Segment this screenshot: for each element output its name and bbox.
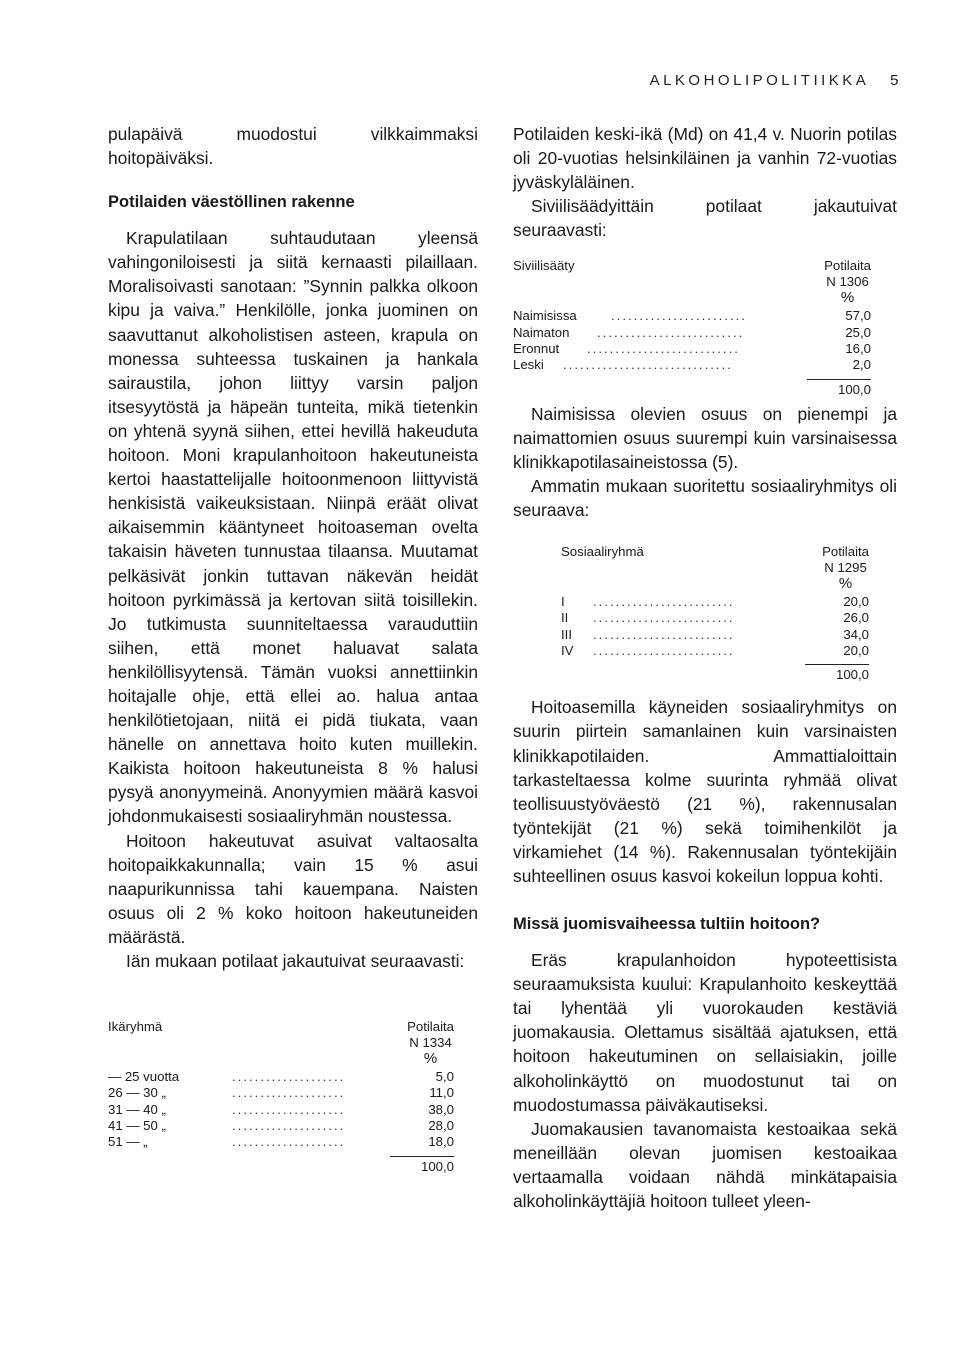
section-heading: Missä juomisvaiheessa tultiin hoitoon? <box>513 915 821 934</box>
row-value: 20,0 <box>843 594 869 610</box>
running-header <box>650 72 902 89</box>
table-row <box>561 643 869 659</box>
paragraph: Siviilisäädyittäin potilaat jakautuivat seuraavasti: <box>513 196 897 241</box>
table-head <box>407 1019 454 1067</box>
row-value: 57,0 <box>845 308 871 324</box>
table-row <box>561 594 869 610</box>
table-row <box>108 1102 454 1118</box>
leader-dots: ......................... <box>593 594 735 610</box>
row-label: Eronnut <box>513 341 560 357</box>
row-value: 2,0 <box>852 357 871 373</box>
table-total-row <box>513 374 871 396</box>
table-head-unit: % <box>840 289 855 307</box>
table-total-row <box>561 659 869 681</box>
row-label: 31 — 40 „ <box>108 1101 166 1117</box>
row-value: 20,0 <box>843 643 869 659</box>
section-heading: Potilaiden väestöllinen rakenne <box>108 193 355 212</box>
table-row <box>513 357 871 373</box>
row-label: II <box>561 610 569 626</box>
row-label: 26 — 30 „ <box>108 1085 166 1101</box>
paragraph: Hoitoon hakeutuvat asuivat valtaosalta hoitopaikkakunnalla; vain 15 % asui naapurikunnissa tahi kauempana. Naisten osuus oli 2 % koko hoitoon hakeutuneiden määrästä. <box>108 830 478 947</box>
row-value: 38,0 <box>428 1101 454 1117</box>
row-value: 28,0 <box>428 1117 454 1133</box>
table-row <box>561 627 869 643</box>
table-head-title: Potilaita <box>407 1019 454 1035</box>
table-head-unit: % <box>838 575 853 593</box>
table-head-n: N 1295 <box>824 560 867 576</box>
table-total: 100,0 <box>807 379 871 398</box>
leader-dots: .................... <box>232 1085 346 1101</box>
row-label: 41 — 50 „ <box>108 1117 166 1133</box>
table-head-unit: % <box>423 1050 438 1068</box>
row-label: Naimisissa <box>513 308 577 324</box>
civil-status-table <box>513 258 871 395</box>
table-row <box>108 1118 454 1134</box>
left-column <box>108 122 478 1173</box>
paragraph: Krapulatilaan suhtaudutaan yleensä vahingoniloisesti ja siitä kernaasti pilaillaan. Moralisoivasti sanotaan: ”Synnin palkka olkoon kipu ja vaiva.” Henkilölle, jonka juominen on saavuttanut alkoholistisen asteen, krapula on monessa suhteessa tuskainen ja hankala sairaustila, johon liittyy varsin paljon itsesyytöstä ja häpeän tunteita, mikä tietenkin on yhtenä syynä siihen, ettei hevillä hakeuduta hoitoon. Moni krapulanhoitoon hakeutuneista kertoi haastattelijalle hoitoonmenoon liittyvistä henkisistä vaikeuksistaan. Niinpä eräät olivat aikaisemmin kääntyneet hoitoaseman ovelta takaisin häveten tunnustaa tilaansa. Muutamat pelkäsivät jonkin tuttavan näkevän heidät hoitoon pyrkimässä ja kertovan siitä toisillekin. Jo tutkimusta suunniteltaessa varauduttiin siihen, että monet haluavat salata henkilöllisyytensä. Tämän vuoksi annettiinkin hoitajalle ohje, että ellei ao. halua antaa henkilötietojaan, niitä ei pidä tiukata, vaan hänelle on annettava hoito kuten muillekin. Kaikista hoitoon hakeutuneista 8 % halusi pysyä anonyymeinä. Anonyymien määrä kasvoi johdonmukaisesti sosiaaliryhmän noustessa. <box>108 228 478 827</box>
leader-dots: .................... <box>232 1101 346 1117</box>
table-total-row <box>108 1151 454 1173</box>
table-row <box>108 1134 454 1150</box>
row-label: Naimaton <box>513 324 570 340</box>
leader-dots: .................... <box>232 1069 346 1085</box>
table-row <box>108 1069 454 1085</box>
table-row <box>561 610 869 626</box>
leader-dots: .............................. <box>563 357 733 373</box>
row-label: 51 — „ <box>108 1134 148 1150</box>
row-value: 11,0 <box>429 1085 454 1101</box>
right-column <box>513 122 897 1213</box>
table-total: 100,0 <box>805 664 869 683</box>
row-value: 5,0 <box>435 1069 454 1085</box>
table-head-title: Potilaita <box>824 258 871 274</box>
row-value: 26,0 <box>843 610 869 626</box>
leader-dots: ........................... <box>587 341 740 357</box>
table-head <box>824 258 871 306</box>
leader-dots: .................... <box>232 1117 346 1133</box>
leader-dots: ......................... <box>593 643 735 659</box>
paragraph: Hoitoasemilla käyneiden sosiaaliryhmitys on suurin piirtein samanlainen kuin varsinaisten klinikkapotilaiden. Ammattialoittain tarkasteltaessa kolme suurinta ryhmää olivat teollisuustyöväestö (21 %), rakennusalan työntekijät (21 %) sekä toimihenkilöt ja virkamiehet (14 %). Rakennusalan työntekijäin suhteellinen osuus kasvoi kokeilun loppua kohti. <box>513 697 897 886</box>
row-label: Leski <box>513 357 544 373</box>
table-total: 100,0 <box>390 1156 454 1175</box>
table-head-n: N 1334 <box>409 1035 452 1051</box>
table-row <box>513 308 871 324</box>
table-row <box>108 1085 454 1101</box>
paragraph: Eräs krapulanhoidon hypoteettisista seuraamuksista kuului: Krapulanhoito keskeyttää tai lyhentää yli vuorokauden kestäviä juomakausia. Olettamus sisältää ajatuksen, että hoitoon hakeutuminen on sellaisiakin, joille alkoholinkäyttö on muodostunut tai on muodostumassa päiväkautiseksi. <box>513 950 897 1115</box>
paragraph: pulapäivä muodostui vilkkaimmaksi hoitopäiväksi. <box>108 124 478 169</box>
leader-dots: .................... <box>232 1134 346 1150</box>
table-head <box>822 544 869 592</box>
table-label: Ikäryhmä <box>108 1019 163 1035</box>
row-label: I <box>561 594 565 610</box>
paragraph: Ammatin mukaan suoritettu sosiaaliryhmitys oli seuraava: <box>513 475 897 521</box>
paragraph: Potilaiden keski-ikä (Md) on 41,4 v. Nuorin potilas oli 20-vuotias helsinkiläinen ja vanhin 72-vuotias jyväskyläläinen. <box>513 124 897 193</box>
age-table <box>108 1019 454 1172</box>
row-value: 16,0 <box>845 341 871 357</box>
leader-dots: ........................ <box>611 308 747 324</box>
leader-dots: ......................... <box>593 610 735 626</box>
table-row <box>513 325 871 341</box>
table-label: Sosiaaliryhmä <box>561 544 644 560</box>
row-value: 18,0 <box>428 1134 454 1150</box>
paragraph: Naimisissa olevien osuus on pienempi ja naimattomien osuus suurempi kuin varsinaisessa klinikkapotilasaineistossa (5). <box>513 403 897 472</box>
leader-dots: ......................... <box>593 626 735 642</box>
running-title: ALKOHOLIPOLITIIKKA <box>649 72 869 89</box>
row-label: III <box>561 626 572 642</box>
paragraph: Iän mukaan potilaat jakautuivat seuraavasti: <box>126 951 465 971</box>
table-label: Siviilisääty <box>513 258 575 274</box>
row-label: — 25 vuotta <box>108 1069 180 1085</box>
table-head-title: Potilaita <box>822 544 869 560</box>
social-group-table <box>561 544 869 681</box>
row-label: IV <box>561 643 574 659</box>
page-number: 5 <box>890 72 902 89</box>
table-head-n: N 1306 <box>826 274 869 290</box>
leader-dots: .......................... <box>597 324 745 340</box>
row-value: 25,0 <box>845 324 871 340</box>
row-value: 34,0 <box>843 626 869 642</box>
paragraph: Juomakausien tavanomaista kestoaikaa sekä meneillään olevan juomisen kestoaikaa vertaamalla voidaan nähdä minkätapaisia alkoholinkäyttäjiä hoitoon tulleet yleen- <box>513 1118 897 1211</box>
table-row <box>513 341 871 357</box>
